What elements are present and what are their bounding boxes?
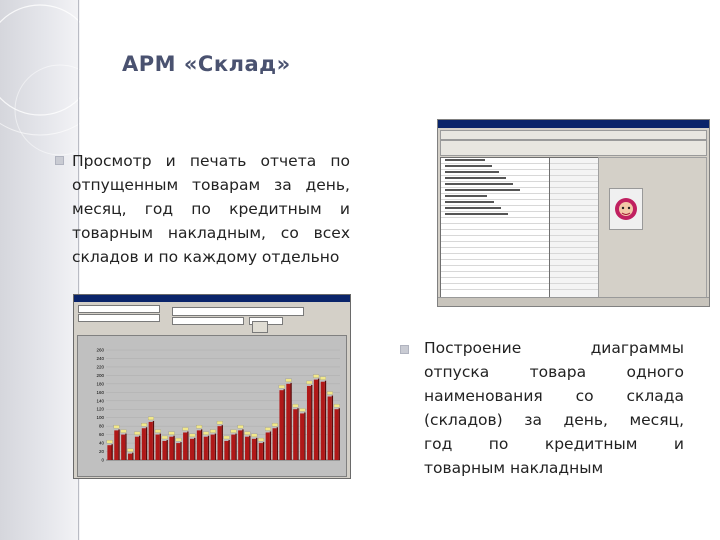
- bar-shade: [153, 421, 154, 460]
- bar: [293, 409, 297, 460]
- y-tick-label: 120: [96, 406, 104, 412]
- bar: [238, 430, 242, 460]
- bar-shade: [160, 434, 161, 460]
- cell-text: [445, 159, 485, 161]
- app-title-bar: [438, 120, 709, 128]
- data-label-box: [148, 417, 154, 420]
- bar: [197, 430, 201, 460]
- app-toolbar: [440, 130, 707, 140]
- bar-shade: [125, 434, 126, 460]
- bar: [273, 428, 277, 460]
- bar-shade: [173, 436, 174, 460]
- bar-shade: [215, 434, 216, 460]
- data-label-box: [217, 421, 223, 424]
- avatar-icon: [610, 189, 642, 229]
- data-label-box: [327, 392, 333, 395]
- bar: [321, 382, 325, 460]
- y-tick-label: 220: [96, 364, 104, 370]
- y-tick-label: 180: [96, 381, 104, 387]
- bar-shade: [139, 436, 140, 460]
- bar: [314, 380, 318, 460]
- data-label-box: [224, 436, 230, 439]
- data-label-box: [245, 432, 251, 435]
- cell-text: [445, 183, 513, 185]
- bar-shade: [146, 427, 147, 460]
- bar: [334, 409, 338, 460]
- chart-plot-area: [77, 335, 347, 477]
- y-tick-label: 160: [96, 389, 104, 395]
- photo-frame: [609, 188, 643, 230]
- y-tick-label: 140: [96, 398, 104, 404]
- chart-window-title-bar: [74, 295, 350, 302]
- data-label-box: [183, 428, 189, 431]
- bar: [183, 433, 187, 461]
- date-range-select[interactable]: [172, 317, 244, 325]
- bar: [162, 441, 166, 460]
- bullet-1-line: товарным накладным, со всех: [72, 224, 350, 242]
- filter-dropdown[interactable]: [78, 314, 160, 322]
- bar: [286, 384, 290, 460]
- bar-shade: [167, 440, 168, 460]
- table-row: [441, 284, 549, 290]
- bullet-1-line: Просмотр и печать отчета по: [72, 152, 350, 170]
- data-label-box: [162, 436, 168, 439]
- table-row: [550, 284, 598, 290]
- bar: [217, 426, 221, 460]
- bar: [135, 437, 139, 460]
- cell-text: [445, 195, 487, 197]
- data-label-box: [279, 385, 285, 388]
- bar-shade: [270, 432, 271, 461]
- app-status-bar: [438, 297, 709, 306]
- bullet-1-line: складов и по каждому отдельно: [72, 248, 340, 266]
- bar-shade: [297, 408, 298, 460]
- data-label-box: [251, 434, 257, 437]
- data-label-box: [320, 377, 326, 380]
- bar-shade: [318, 379, 319, 460]
- bar-shade: [249, 436, 250, 460]
- bar-shade: [187, 432, 188, 461]
- data-label-box: [176, 438, 182, 441]
- bar-shade: [284, 389, 285, 460]
- data-label-box: [196, 425, 202, 428]
- bullet-1-text: [72, 149, 350, 269]
- y-tick-label: 0: [101, 457, 104, 463]
- build-button[interactable]: [252, 321, 268, 333]
- y-tick-label: 40: [98, 440, 104, 446]
- bullet-2-line: год по кредитным и: [424, 435, 684, 453]
- data-label-box: [231, 430, 237, 433]
- bar: [114, 430, 118, 460]
- bullet-1-line: отпущенным товарам за день,: [72, 176, 350, 194]
- bar: [279, 390, 283, 460]
- bar-shade: [222, 425, 223, 460]
- cell-text: [445, 177, 506, 179]
- y-tick-label: 240: [96, 355, 104, 361]
- data-label-box: [286, 379, 292, 382]
- bar-shade: [311, 385, 312, 460]
- data-label-box: [334, 404, 340, 407]
- bar: [300, 413, 304, 460]
- bar: [252, 439, 256, 460]
- y-tick-label: 260: [96, 347, 104, 353]
- bar-shade: [194, 438, 195, 460]
- bar: [107, 445, 111, 460]
- bar: [224, 441, 228, 460]
- y-tick-label: 20: [98, 449, 104, 455]
- bar: [245, 437, 249, 460]
- data-label-box: [134, 432, 140, 435]
- bullet-2-line: Построение диаграммы: [424, 339, 684, 357]
- data-label-box: [238, 425, 244, 428]
- product-select[interactable]: [172, 307, 304, 316]
- bar: [156, 435, 160, 460]
- y-tick-label: 60: [98, 432, 104, 438]
- cell-text: [445, 213, 508, 215]
- bar-shade: [277, 427, 278, 460]
- bar-shade: [229, 440, 230, 460]
- bar-shade: [132, 453, 133, 460]
- bar-shade: [263, 442, 264, 460]
- data-label-box: [107, 440, 113, 443]
- bar: [307, 386, 311, 460]
- bar-chart: [78, 336, 346, 476]
- data-label-box: [114, 425, 120, 428]
- data-label-box: [306, 381, 312, 384]
- cell-text: [445, 207, 501, 209]
- bar: [121, 435, 125, 460]
- bar-shade: [304, 412, 305, 460]
- bar: [128, 454, 132, 460]
- data-label-box: [155, 430, 161, 433]
- bar-shade: [201, 429, 202, 460]
- preview-panel: [598, 157, 707, 299]
- bullet-2-text: [424, 336, 684, 480]
- bar-shade: [325, 381, 326, 460]
- bar: [231, 435, 235, 460]
- bar: [169, 437, 173, 460]
- bar: [259, 443, 263, 460]
- bullet-2-line: товарным накладным: [424, 459, 604, 477]
- app-filter-panel: [440, 140, 707, 156]
- goods-table: [440, 157, 550, 299]
- data-label-box: [189, 434, 195, 437]
- bar-shade: [332, 396, 333, 460]
- slide-title: АРМ «Склад»: [122, 52, 291, 76]
- warehouse-app-screenshot: [437, 119, 710, 307]
- bullet-2-line: (складов) за день, месяц,: [424, 411, 684, 429]
- bar-shade: [118, 429, 119, 460]
- y-tick-label: 80: [98, 423, 104, 429]
- data-label-box: [258, 438, 264, 441]
- bullet-marker: [55, 156, 64, 165]
- bullet-2-line: отпуска товара одного: [424, 363, 684, 381]
- data-label-box: [169, 432, 175, 435]
- bar: [142, 428, 146, 460]
- data-label-box: [141, 423, 147, 426]
- y-tick-label: 100: [96, 415, 104, 421]
- bar-shade: [290, 383, 291, 460]
- bullet-2-line: наименования со склада: [424, 387, 684, 405]
- bar-shade: [112, 444, 113, 460]
- cell-text: [445, 189, 520, 191]
- quantity-table: [549, 157, 599, 299]
- data-label-box: [210, 430, 216, 433]
- bar-shade: [256, 438, 257, 460]
- bar-shade: [208, 436, 209, 460]
- data-label-box: [121, 430, 127, 433]
- bullet-1-line: месяц, год по кредитным и: [72, 200, 350, 218]
- cell-text: [445, 171, 499, 173]
- data-label-box: [300, 408, 306, 411]
- left-decoration: [0, 0, 80, 540]
- data-label-box: [128, 449, 134, 452]
- y-tick-label: 200: [96, 372, 104, 378]
- chart-app-window: [73, 294, 351, 479]
- bar: [149, 422, 153, 460]
- decorative-arcs: [0, 0, 80, 540]
- cell-text: [445, 201, 494, 203]
- data-label-box: [313, 375, 319, 378]
- data-label-box: [203, 432, 209, 435]
- cell-text: [445, 165, 492, 167]
- bar: [266, 433, 270, 461]
- bar: [190, 439, 194, 460]
- bar-shade: [339, 408, 340, 460]
- bar-shade: [180, 442, 181, 460]
- filter-dropdown[interactable]: [78, 305, 160, 313]
- bullet-marker: [400, 345, 409, 354]
- bar-shade: [235, 434, 236, 460]
- data-label-box: [265, 428, 271, 431]
- bar: [176, 443, 180, 460]
- bar: [328, 397, 332, 460]
- bar: [204, 437, 208, 460]
- bar-shade: [242, 429, 243, 460]
- data-label-box: [272, 423, 278, 426]
- data-label-box: [293, 404, 299, 407]
- bar: [211, 435, 215, 460]
